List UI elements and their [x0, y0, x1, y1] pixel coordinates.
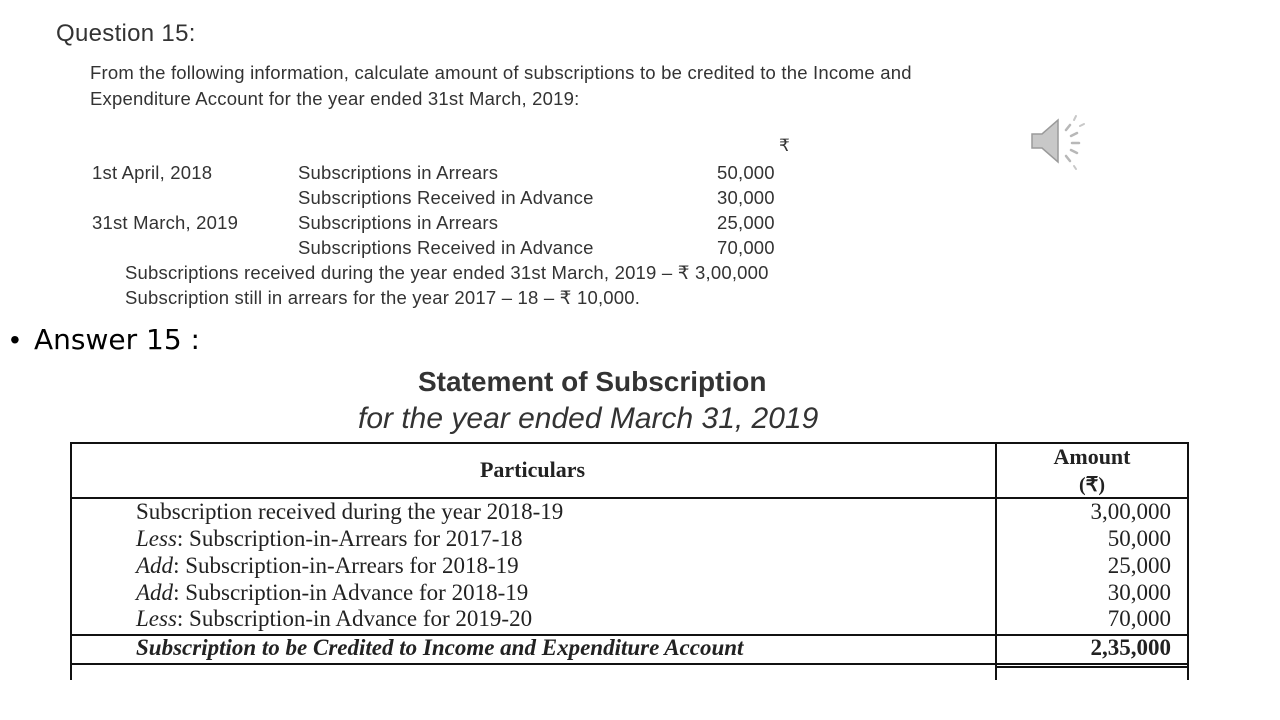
row-amount: 3,00,000 — [1090, 499, 1171, 524]
row-amount: 70,000 — [1107, 606, 1171, 631]
speaker-icon[interactable] — [1028, 112, 1092, 172]
header-particulars: Particulars — [479, 457, 586, 482]
currency-header: ₹ — [779, 136, 790, 155]
info-item: Subscriptions in Arrears — [298, 162, 499, 183]
info-date: 1st April, 2018 — [92, 162, 213, 183]
table-row: Add: Subscription-in Advance for 2018-19 — [136, 580, 529, 605]
row-amount: 25,000 — [1107, 553, 1171, 578]
table-row: Add: Subscription-in-Arrears for 2018-19 — [136, 553, 519, 578]
statement-subtitle: for the year ended March 31, 2019 — [358, 402, 819, 435]
info-item: Subscriptions Received in Advance — [298, 237, 594, 258]
question-intro-line-1: From the following information, calculate amount of subscriptions to be credited to the Income and — [90, 62, 912, 83]
question-intro-line-2: Expenditure Account for the year ended 31st March, 2019: — [90, 88, 580, 109]
subscription-statement-table — [70, 442, 1189, 680]
info-item: Subscriptions Received in Advance — [298, 187, 594, 208]
row-amount: 30,000 — [1107, 580, 1171, 605]
info-date: 31st March, 2019 — [92, 212, 239, 233]
info-value: 25,000 — [717, 212, 775, 233]
table-total-divider-bottom — [70, 663, 1189, 665]
table-row: Less: Subscription-in-Arrears for 2017-18 — [136, 526, 523, 551]
info-value: 30,000 — [717, 187, 775, 208]
table-double-underline — [995, 666, 1189, 668]
answer-label: Answer 15 : — [34, 323, 200, 356]
statement-title: Statement of Subscription — [418, 366, 767, 397]
note-received: Subscriptions received during the year ended 31st March, 2019 – ₹ 3,00,000 — [125, 262, 769, 283]
note-arrears: Subscription still in arrears for the year 2017 – 18 – ₹ 10,000. — [125, 287, 641, 308]
question-title: Question 15: — [56, 20, 196, 47]
total-label: Subscription to be Credited to Income and Expenditure Account — [136, 635, 744, 660]
table-row: Subscription received during the year 2018-19 — [136, 499, 564, 524]
answer-bullet: • — [10, 324, 20, 355]
table-row: Less: Subscription-in Advance for 2019-20 — [136, 606, 533, 631]
info-item: Subscriptions in Arrears — [298, 212, 499, 233]
info-value: 50,000 — [717, 162, 775, 183]
header-amount-unit: (₹) — [1078, 474, 1106, 496]
total-amount: 2,35,000 — [1090, 635, 1171, 660]
header-amount: Amount — [1053, 444, 1131, 469]
info-value: 70,000 — [717, 237, 775, 258]
row-amount: 50,000 — [1107, 526, 1171, 551]
